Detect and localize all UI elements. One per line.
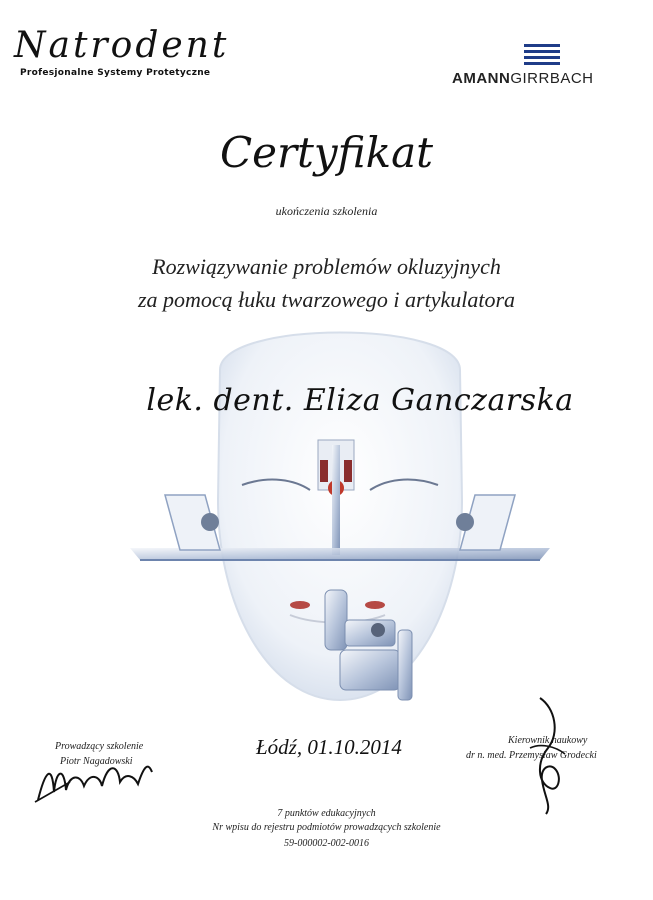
place-and-date: Łódź, 01.10.2014	[256, 735, 402, 759]
trainer-signature	[30, 752, 160, 807]
scientific-director-name: dr n. med. Przemysław Grodecki	[466, 750, 597, 761]
trainer-name: Piotr Nagadowski	[60, 756, 133, 767]
trainer-role-label: Prowadzący szkolenie	[55, 741, 144, 752]
amann-girrbach-mark-icon	[522, 42, 562, 66]
girrbach-logo-light: GIRRBACH	[510, 70, 594, 87]
recipient-name: lek. dent. Eliza Ganczarska	[146, 383, 574, 418]
registry-entry-label: Nr wpisu do rejestru podmiotów prowadzących szkolenie	[212, 822, 441, 833]
scientific-director-role-label: Kierownik naukowy	[508, 735, 588, 746]
natrodent-tagline: Profesjonalne Systemy Protetyczne	[20, 68, 211, 78]
course-title-line1: Rozwiązywanie problemów okluzyjnych	[152, 254, 501, 279]
certificate-title: Certyfikat	[219, 128, 434, 177]
educational-points: 7 punktów edukacyjnych	[277, 808, 376, 819]
registry-number: 59-000002-002-0016	[284, 838, 369, 849]
amann-logo-bold: AMANN	[452, 70, 511, 87]
course-title-line2: za pomocą łuku twarzowego i artykulatora	[137, 287, 516, 312]
certificate-subtitle: ukończenia szkolenia	[275, 204, 378, 218]
scientific-director-signature	[510, 688, 580, 818]
amann-girrbach-logo	[452, 70, 594, 87]
natrodent-logo: Natrodent	[14, 25, 230, 66]
